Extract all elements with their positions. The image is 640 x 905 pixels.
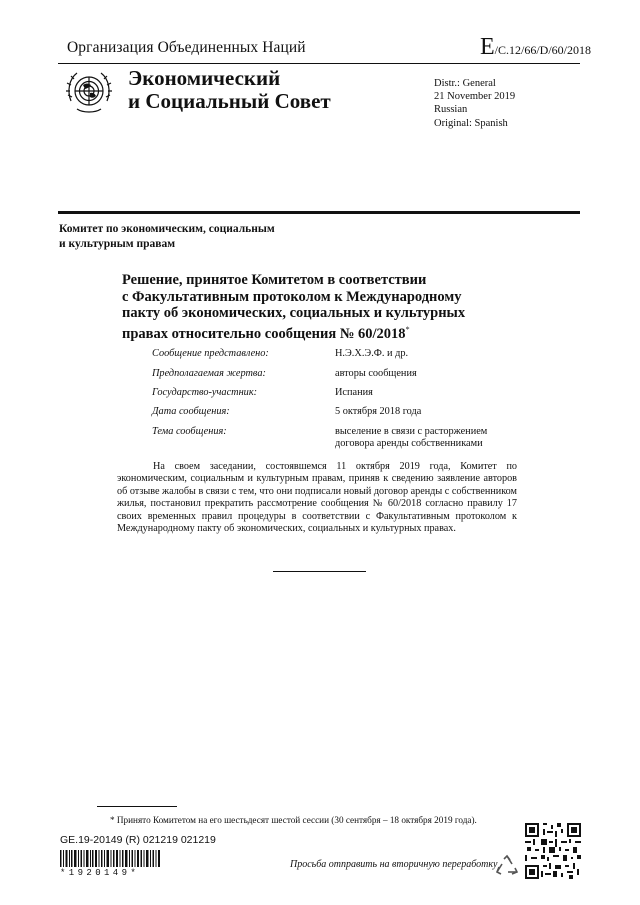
meta-value: авторы сообщения xyxy=(335,368,417,379)
distr-language: Russian xyxy=(434,104,468,116)
barcode-number: *1920149* xyxy=(60,868,140,878)
meta-label: Дата сообщения: xyxy=(152,406,230,417)
end-rule xyxy=(273,571,366,572)
ge-code: GE.19-20149 (R) 021219 021219 xyxy=(60,834,216,846)
recycle-note: Просьба отправить на вторичную переработку xyxy=(290,859,498,870)
committee-line-2: и культурным правам xyxy=(59,238,176,250)
decision-line-4-text: правах относительно сообщения № 60/2018 xyxy=(122,325,406,342)
meta-label: Государство-участник: xyxy=(152,387,258,398)
distr-date: 21 November 2019 xyxy=(434,91,516,103)
symbol-letter: E xyxy=(480,34,495,60)
meta-value: Испания xyxy=(335,387,373,398)
un-emblem-icon xyxy=(63,67,115,119)
footnote-rule xyxy=(97,806,177,807)
meta-value: Н.Э.Х.Э.Ф. и др. xyxy=(335,348,409,359)
decision-title xyxy=(122,272,465,342)
decision-line-4 xyxy=(122,322,465,342)
meta-value: 5 октября 2018 года xyxy=(335,406,422,417)
meta-label: Сообщение представлено: xyxy=(152,348,269,359)
recycle-icon xyxy=(495,854,519,878)
meta-value: выселение в связи с расторжением договора аренды собственниками xyxy=(335,426,488,449)
committee-name xyxy=(59,222,275,252)
council-line-2: и Социальный Совет xyxy=(128,89,331,113)
symbol-rest: /C.12/66/D/60/2018 xyxy=(494,43,592,57)
decision-line-3: пакту об экономических, социальных и культурных xyxy=(122,305,466,321)
council-line-1: Экономический xyxy=(128,66,281,90)
decision-paragraph: На своем заседании, состоявшемся 11 октября 2019 года, Комитет по экономическим, социальным и культурным правам, приняв к сведению заявление авторов об отзыве жалобы в связи с тем, что они подписали новый договор аренды с собственником жилья, постановил прекратить рассмотрение сообщения № 60/2018 согласно правилу 17 своих временных правил процедуры в соответствии с Факультативным протоколом к Международному пакту об экономических, социальных и культурных правах. xyxy=(117,461,517,535)
council-title xyxy=(128,67,331,113)
qr-code-icon xyxy=(525,823,581,879)
distr-status: Distr.: General xyxy=(434,78,496,89)
masthead-rule xyxy=(58,211,580,214)
organization-name: Организация Объединенных Наций xyxy=(67,39,306,56)
decision-line-1: Решение, принятое Комитетом в соответствии xyxy=(122,272,427,288)
meta-label: Предполагаемая жертва: xyxy=(152,368,266,379)
decision-line-2: с Факультативным протоколом к Международному xyxy=(122,288,462,305)
meta-label: Тема сообщения: xyxy=(152,426,227,437)
footnote: * Принято Комитетом на его шестьдесят шестой сессии (30 сентября – 18 октября 2019 года). xyxy=(110,815,477,825)
barcode-icon xyxy=(60,850,160,867)
header-rule xyxy=(58,63,580,64)
committee-line-1: Комитет по экономическим, социальным xyxy=(59,223,275,235)
distr-original: Original: Spanish xyxy=(434,117,508,129)
footnote-mark: * xyxy=(405,324,410,334)
document-symbol xyxy=(480,34,592,60)
distribution-block xyxy=(434,77,515,130)
